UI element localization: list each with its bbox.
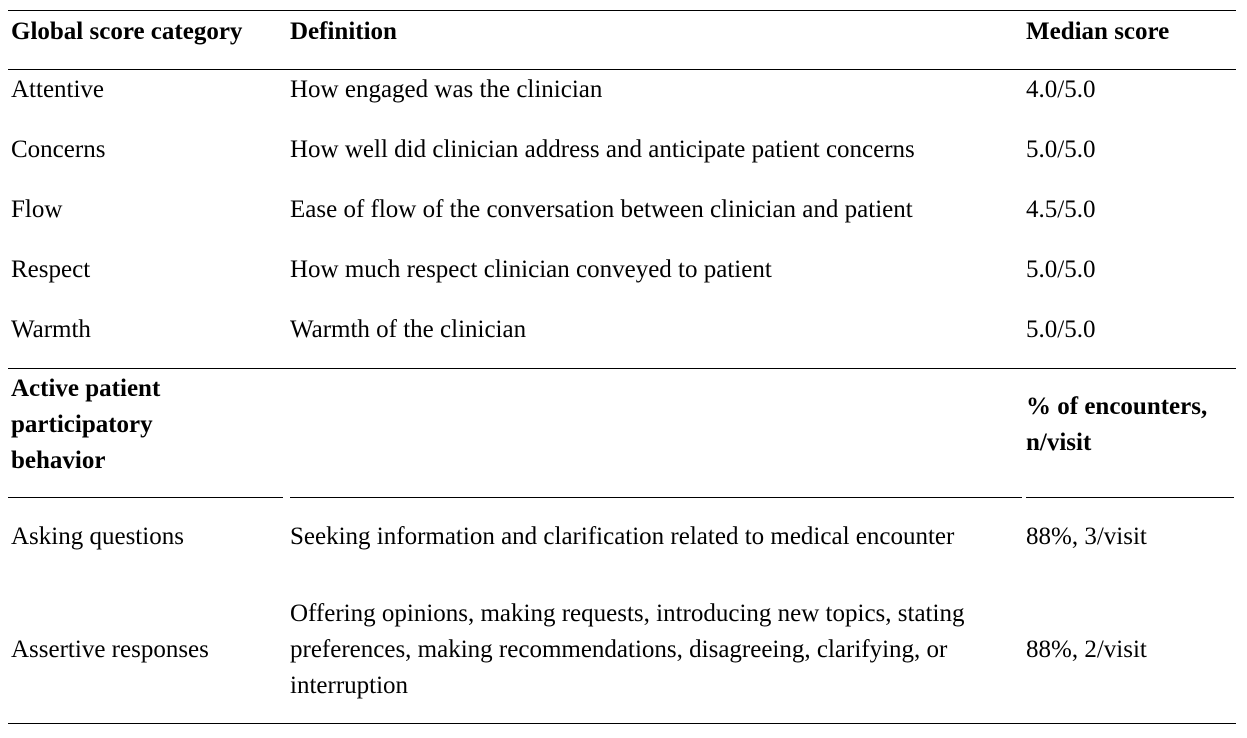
row-respect-definition: How much respect clinician conveyed to patient (290, 256, 772, 283)
row-warmth-score: 5.0/5.0 (1026, 316, 1096, 343)
row-asking-questions-score: 88%, 3/visit (1026, 523, 1147, 550)
row-attentive-category: Attentive (11, 76, 105, 103)
header-category: Global score category (11, 18, 243, 45)
section2-header-score: % of encounters, n/visit (1026, 393, 1208, 456)
row-attentive-definition: How engaged was the clinician (290, 76, 603, 103)
bottom-rule (8, 723, 1236, 724)
row-respect-score: 5.0/5.0 (1026, 256, 1096, 283)
row-attentive-score: 4.0/5.0 (1026, 76, 1096, 103)
row-concerns-definition: How well did clinician address and anticipate patient concerns (290, 136, 915, 163)
row-warmth-category: Warmth (11, 316, 91, 343)
section2-rule-col3 (1026, 497, 1234, 498)
top-rule (8, 10, 1236, 11)
row-assertive-responses-category: Assertive responses (11, 636, 209, 663)
row-warmth-definition: Warmth of the clinician (290, 316, 527, 343)
row-flow-category: Flow (11, 196, 63, 223)
row-flow-score: 4.5/5.0 (1026, 196, 1096, 223)
header-rule (8, 69, 1236, 70)
row-concerns-score: 5.0/5.0 (1026, 136, 1096, 163)
section2-rule-col1 (8, 497, 283, 498)
header-definition: Definition (290, 18, 397, 45)
row-respect-category: Respect (11, 256, 91, 283)
row-assertive-responses-score: 88%, 2/visit (1026, 636, 1147, 663)
header-score: Median score (1026, 18, 1170, 45)
row-concerns-category: Concerns (11, 136, 106, 163)
section2-header-definition (290, 371, 1015, 407)
section2-header-category: Active patient participatory behavior (11, 375, 161, 474)
section-rule (8, 368, 1236, 369)
row-assertive-responses-definition: Offering opinions, making requests, introducing new topics, stating preferences, making recommendations, disagreeing, clarifying, or interruption (290, 600, 965, 699)
row-asking-questions-category: Asking questions (11, 523, 184, 550)
row-flow-definition: Ease of flow of the conversation between clinician and patient (290, 196, 913, 223)
section2-rule-col2 (290, 497, 1022, 498)
row-asking-questions-definition: Seeking information and clarification related to medical encounter (290, 523, 955, 550)
